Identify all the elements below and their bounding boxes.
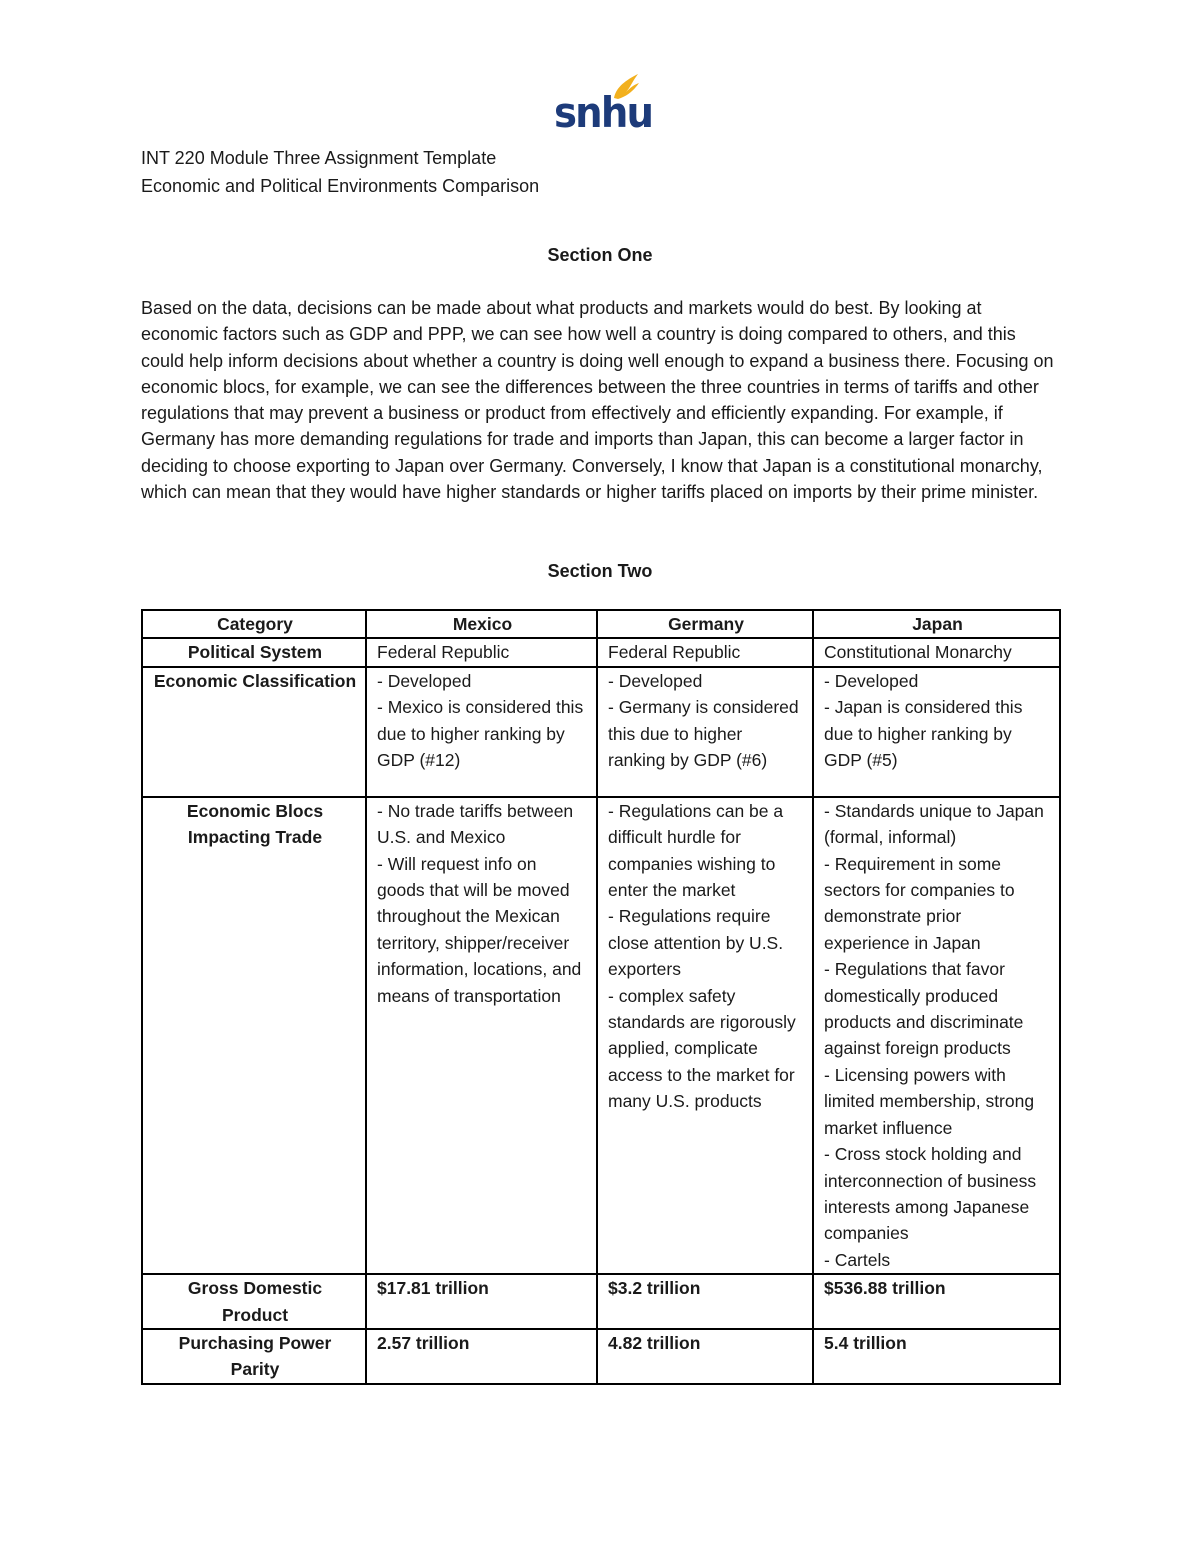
row-label: Economic Classification — [142, 667, 366, 797]
mexico-cell: 2.57 trillion — [366, 1329, 597, 1384]
table-row — [142, 797, 1060, 1274]
mexico-cell: Federal Republic — [366, 638, 597, 666]
germany-cell: - Regulations can be a difficult hurdle for companies wishing to enter the market - Regulations require close attention by U.S. exporters - complex safety standards are rigorously applied, complicate access to the market for many U.S. products — [597, 797, 813, 1274]
germany-cell: Federal Republic — [597, 638, 813, 666]
japan-cell: 5.4 trillion — [813, 1329, 1060, 1384]
logo-text: snhu — [554, 88, 653, 137]
course-title: INT 220 Module Three Assignment Template — [141, 148, 497, 168]
mexico-cell: - Developed - Mexico is considered this due to higher ranking by GDP (#12) — [366, 667, 597, 797]
mexico-cell: $17.81 trillion — [366, 1274, 597, 1329]
mexico-cell: - No trade tariffs between U.S. and Mexico - Will request info on goods that will be moved throughout the Mexican territory, shipper/receiver information, locations, and means of transportation — [366, 797, 597, 1274]
comparison-table — [141, 609, 1061, 1385]
row-label: Economic Blocs Impacting Trade — [142, 797, 366, 1274]
document-header — [141, 144, 539, 200]
germany-cell: $3.2 trillion — [597, 1274, 813, 1329]
header-mexico: Mexico — [366, 610, 597, 638]
japan-cell: $536.88 trillion — [813, 1274, 1060, 1329]
row-label: Purchasing Power Parity — [142, 1329, 366, 1384]
japan-cell: - Standards unique to Japan (formal, informal) - Requirement in some sectors for companies to demonstrate prior experience in Japan - Regulations that favor domestically produced products and discriminate against foreign products - Licensing powers with limited membership, strong market influence - Cross stock holding and interconnection of business interests among Japanese companies - Cartels — [813, 797, 1060, 1274]
header-germany: Germany — [597, 610, 813, 638]
assignment-title: Economic and Political Environments Comparison — [141, 176, 540, 196]
row-label: Gross Domestic Product — [142, 1274, 366, 1329]
table-row — [142, 638, 1060, 666]
table-header-row — [142, 610, 1060, 638]
japan-cell: Constitutional Monarchy — [813, 638, 1060, 666]
section-one-title: Section One — [547, 245, 653, 265]
germany-cell: - Developed - Germany is considered this due to higher ranking by GDP (#6) — [597, 667, 813, 797]
japan-cell: - Developed - Japan is considered this due to higher ranking by GDP (#5) — [813, 667, 1060, 797]
row-label: Political System — [142, 638, 366, 666]
table-row — [142, 1274, 1060, 1329]
germany-cell: 4.82 trillion — [597, 1329, 813, 1384]
table-row — [142, 667, 1060, 797]
header-category: Category — [142, 610, 366, 638]
section-one-paragraph: Based on the data, decisions can be made about what products and markets would do best. By looking at economic factors such as GDP and PPP, we can see how well a country is doing compared to others, and this could help inform decisions about whether a country is doing well enough to expand a business there. Focusing on economic blocs, for example, we can see the differences between the three countries in terms of tariffs and other regulations that may prevent a business or product from effectively and efficiently expanding. For example, if Germany has more demanding regulations for trade and imports than Japan, this can become a larger factor in deciding to choose exporting to Japan over Germany. Conversely, I know that Japan is a constitutional monarchy, which can mean that they would have higher standards or higher tariffs placed on imports by their prime minister. — [141, 298, 1054, 503]
section-two-title: Section Two — [547, 561, 653, 581]
table-row — [142, 1329, 1060, 1384]
snhu-logo — [554, 72, 653, 137]
header-japan: Japan — [813, 610, 1060, 638]
